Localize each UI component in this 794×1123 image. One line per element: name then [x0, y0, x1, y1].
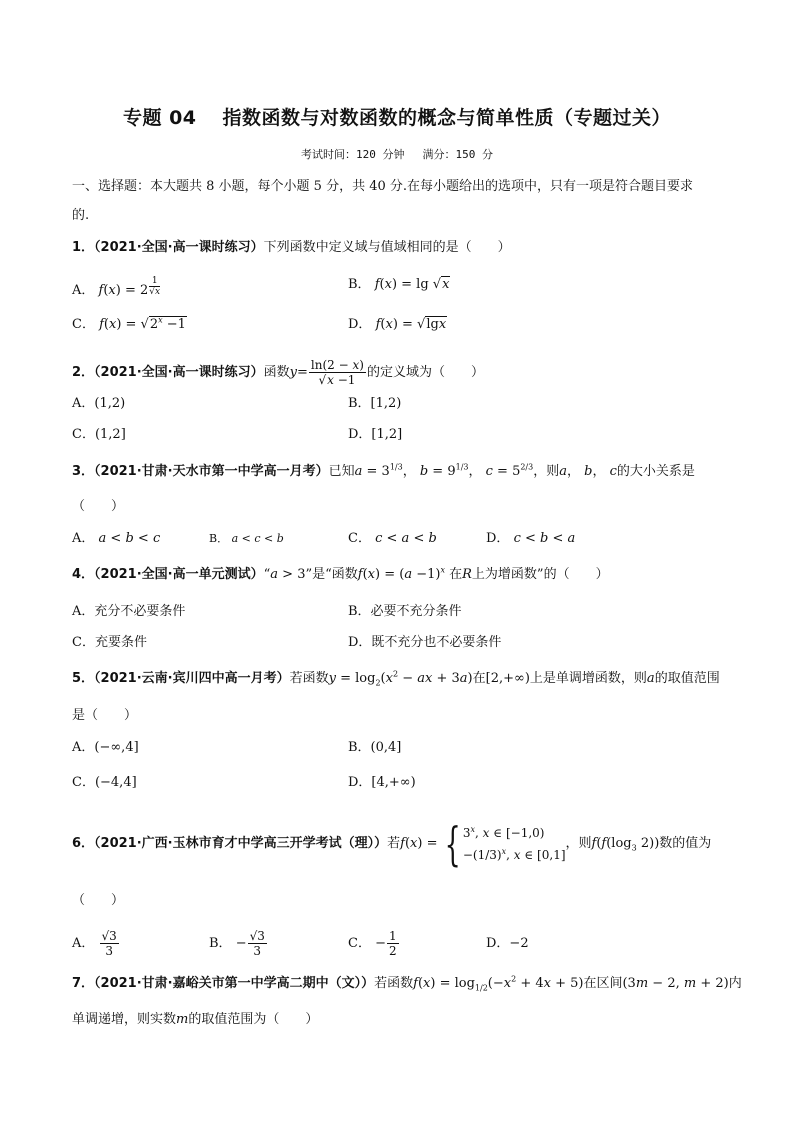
option-d: D． c < b < a	[486, 531, 576, 546]
question-source: （2021·甘肃·嘉峪关市第一中学高二期中（文））	[94, 976, 375, 991]
option-d: D．−2	[486, 936, 529, 951]
option-c: C．充要条件	[72, 635, 147, 650]
question-source: （2021·全国·高一课时练习）	[94, 240, 264, 255]
question-2: 2．（2021·全国·高一课时练习）函数y= $\frac{\ln(2 - x)}{√x -1}$ 的定义域为（ ）	[72, 358, 484, 387]
option-d: D．[1,2]	[348, 427, 403, 442]
option-b: B． − $\frac{√3}{3}$	[209, 929, 265, 958]
title-topic: 专题 04	[122, 107, 197, 129]
question-5-cont: 是（ ）	[72, 708, 138, 723]
option-a: A． f(x) = 2 $^{\frac{1}{√x}}$	[72, 276, 161, 298]
question-source: （2021·甘肃·天水市第一中学高一月考）	[94, 464, 329, 479]
option-c: C． c < a < b	[348, 531, 437, 546]
question-source: （2021·广西·玉林市育才中学高三开学考试（理））	[94, 836, 388, 851]
option-b: B． a < c < b	[209, 532, 284, 545]
page-title	[0, 103, 794, 130]
option-d: D．[4,+∞)	[348, 775, 416, 790]
option-b: B．[1,2)	[348, 396, 402, 411]
title-main: 指数函数与对数函数的概念与简单性质（专题过关）	[222, 107, 672, 129]
option-a: A． $\frac{√3}{3}$	[72, 929, 117, 958]
option-b: B．必要不充分条件	[348, 604, 462, 619]
option-d: D．既不充分也不必要条件	[348, 635, 502, 650]
full-score: 满分：150 分	[422, 148, 493, 161]
question-7: 7．（2021·甘肃·嘉峪关市第一中学高二期中（文））若函数$f(x) = \log_{1/2}(-x^2 + 4x + 5)$在区间(3m − 2, m + 2)内	[72, 974, 742, 993]
option-a: A．(1,2)	[72, 396, 126, 411]
question-1: 1．（2021·全国·高一课时练习）下列函数中定义域与值域相同的是（ ）	[72, 240, 511, 255]
option-a: A． a < b < c	[72, 531, 161, 546]
section-intro-cont: 的.	[72, 208, 90, 223]
exam-time: 考试时间：120 分钟	[301, 148, 405, 161]
question-6: 6．（2021·广西·玉林市育才中学高三开学考试（理））若f(x) = { 3$^x$, x ∈ [−1,0) $-(1/3)^x$, x ∈ [0,1] ，则$f(f(\log_3$ 2))数的值为	[72, 816, 712, 871]
option-c: C． − $\frac{1}{2}$	[348, 929, 397, 958]
answer-paren: （ ）	[72, 499, 125, 514]
exam-info	[0, 146, 794, 162]
question-source: （2021·全国·高一单元测试）	[94, 567, 264, 582]
question-7-cont: 单调递增，则实数m的取值范围为（ ）	[72, 1012, 319, 1027]
question-stem: 下列函数中定义域与值域相同的是（ ）	[263, 240, 511, 255]
option-b: B．(0,4]	[348, 740, 402, 755]
question-3: 3．（2021·甘肃·天水市第一中学高一月考）已知$a = 3^{1/3}$， $b = 9^{1/3}$， $c = 5^{2/3}$，则a， b， c的大小关系是	[72, 462, 695, 479]
option-c: C． $f(x) = √2^x -1$	[72, 315, 186, 332]
option-a: A．(−∞,4]	[72, 740, 139, 755]
answer-paren: （ ）	[72, 893, 125, 908]
option-a: A．充分不必要条件	[72, 604, 186, 619]
question-4: 4．（2021·全国·高一单元测试）“a > 3”是“函数$f(x) = (a -1)^x$ 在R上为增函数”的（ ）	[72, 565, 609, 582]
section-intro: 一、选择题：本大题共 8 小题，每个小题 5 分，共 40 分.在每小题给出的选项中，只有一项是符合题目要求	[72, 179, 694, 194]
option-c: C．(1,2]	[72, 427, 126, 442]
question-source: （2021·全国·高一课时练习）	[94, 365, 264, 380]
option-b: B． f(x) = lg √x	[348, 277, 450, 292]
question-source: （2021·云南·宾川四中高一月考）	[94, 671, 290, 686]
question-5: 5．（2021·云南·宾川四中高一月考）若函数$y = \log_2(x^2$ − ax + 3a)在[2,+∞)上是单调增函数，则a的取值范围	[72, 669, 720, 688]
option-c: C．(−4,4]	[72, 775, 137, 790]
option-d: D． f(x) = √lgx	[348, 317, 447, 332]
